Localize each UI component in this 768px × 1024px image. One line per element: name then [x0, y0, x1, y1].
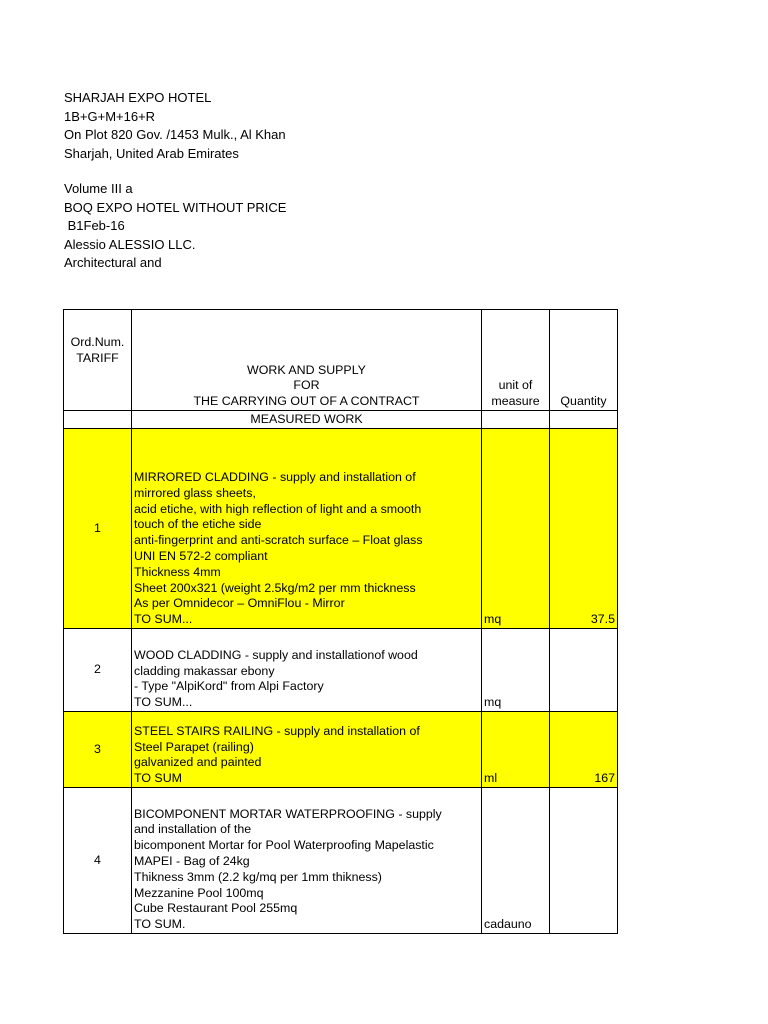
description-line: and installation of the — [134, 822, 252, 837]
building-config: 1B+G+M+16+R — [64, 108, 156, 124]
discipline: Architectural and — [64, 255, 162, 270]
table-row — [64, 629, 618, 712]
description-line: MIRRORED CLADDING - supply and installation of — [134, 470, 416, 485]
header-ordnum-label: Ord.Num. — [70, 335, 125, 350]
description-line: - Type "AlpiKord" from Alpi Factory — [134, 679, 324, 694]
row-quantity: 167 — [550, 712, 618, 788]
volume-label: Volume III a — [64, 181, 133, 196]
boq-table — [63, 309, 618, 934]
row-description — [132, 429, 482, 629]
description-line: Mezzanine Pool 100mq — [134, 885, 264, 900]
plot-address: On Plot 820 Gov. /1453 Mulk., Al Khan — [64, 127, 286, 142]
header-ordnum — [64, 310, 132, 411]
row-description — [132, 629, 482, 712]
city-country: Sharjah, United Arab Emirates — [64, 145, 239, 161]
description-line: anti-fingerprint and anti-scratch surface – Float glass — [134, 533, 423, 548]
row-number: 2 — [64, 629, 132, 712]
row-unit: ml — [482, 712, 550, 788]
table-row — [64, 429, 618, 629]
description-line: TO SUM — [134, 771, 182, 786]
row-number: 1 — [64, 429, 132, 629]
description-line: Thickness 4mm — [134, 564, 221, 579]
description-line: TO SUM... — [134, 612, 193, 627]
section-empty-cell — [64, 411, 132, 429]
description-line: Cube Restaurant Pool 255mq — [134, 901, 298, 916]
document-header — [64, 89, 286, 273]
row-unit: mq — [482, 629, 550, 712]
description-line: BICOMPONENT MORTAR WATERPROOFING - supply — [134, 806, 442, 821]
row-number: 3 — [64, 712, 132, 788]
project-name: SHARJAH EXPO HOTEL — [64, 90, 212, 105]
description-line: galvanized and painted — [134, 755, 262, 770]
description-line: touch of the etiche side — [134, 517, 262, 532]
description-line: STEEL STAIRS RAILING - supply and installation of — [134, 723, 420, 738]
boq-title: BOQ EXPO HOTEL WITHOUT PRICE — [64, 199, 287, 215]
row-description — [132, 712, 482, 788]
description-line: acid etiche, with high reflection of light and a smooth — [134, 501, 422, 516]
description-line: mirrored glass sheets, — [134, 485, 256, 500]
row-quantity: 37.5 — [550, 429, 618, 629]
row-unit: mq — [482, 429, 550, 629]
row-quantity — [550, 788, 618, 934]
header-work — [132, 310, 482, 411]
company-name: Alessio ALESSIO LLC. — [64, 236, 196, 252]
header-work-line: WORK AND SUPPLY — [247, 362, 366, 377]
description-line: Thikness 3mm (2.2 kg/mq per 1mm thikness) — [134, 869, 382, 884]
header-quantity: Quantity — [550, 310, 618, 411]
header-work-line: FOR — [293, 378, 320, 393]
revision-date: B1Feb-16 — [64, 218, 125, 233]
table-row — [64, 788, 618, 934]
description-line: TO SUM. — [134, 917, 186, 932]
table-row — [64, 712, 618, 788]
header-spacer — [64, 163, 286, 180]
row-number: 4 — [64, 788, 132, 934]
section-empty-cell — [550, 411, 618, 429]
section-empty-cell — [482, 411, 550, 429]
header-unit: unit of measure — [482, 310, 550, 411]
section-row — [64, 411, 618, 429]
description-line: WOOD CLADDING - supply and installationof wood — [134, 647, 418, 662]
section-label: MEASURED WORK — [132, 411, 482, 429]
description-line: Sheet 200x321 (weight 2.5kg/m2 per mm thickness — [134, 580, 416, 595]
table-header-row — [64, 310, 618, 411]
header-work-line: THE CARRYING OUT OF A CONTRACT — [193, 394, 420, 409]
header-tariff-label: TARIFF — [76, 351, 119, 365]
description-line: MAPEI - Bag of 24kg — [134, 854, 250, 869]
description-line: bicomponent Mortar for Pool Waterproofing Mapelastic — [134, 838, 434, 853]
description-line: As per Omnidecor – OmniFlou - Mirror — [134, 596, 345, 611]
description-line: cladding makassar ebony — [134, 663, 275, 678]
row-unit: cadauno — [482, 788, 550, 934]
description-line: UNI EN 572-2 compliant — [134, 549, 268, 564]
description-line: TO SUM... — [134, 695, 193, 710]
description-line: Steel Parapet (railing) — [134, 739, 254, 754]
row-description — [132, 788, 482, 934]
row-quantity — [550, 629, 618, 712]
